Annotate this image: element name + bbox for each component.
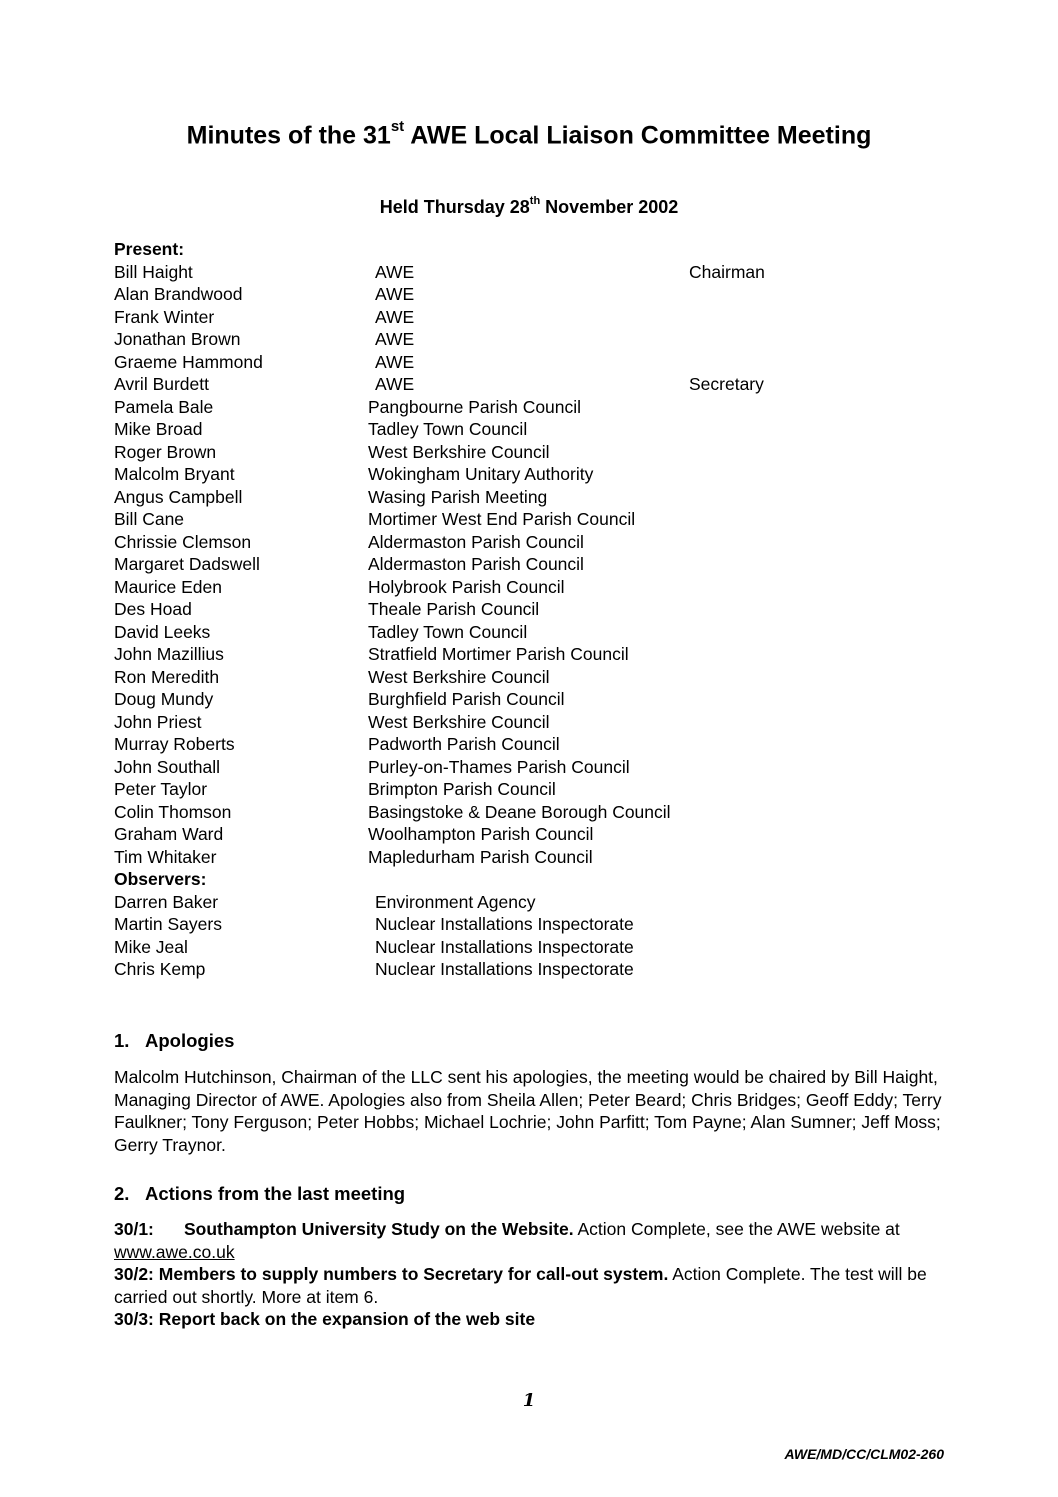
attendee-organisation: Padworth Parish Council	[368, 734, 560, 754]
attendee-row	[114, 823, 934, 846]
attendee-organisation: Environment Agency	[375, 891, 536, 912]
attendee-row	[114, 283, 934, 306]
attendee-name: David Leeks	[114, 621, 211, 642]
attendee-organisation: Aldermaston Parish Council	[368, 531, 584, 552]
attendee-name: Margaret Dadswell	[114, 554, 260, 574]
attendee-organisation: Mortimer West End Parish Council	[368, 509, 636, 529]
attendee-row	[114, 778, 934, 801]
attendee-row	[114, 441, 934, 464]
meeting-date	[0, 190, 1058, 220]
held-superscript: th	[529, 195, 541, 207]
attendee-organisation: Basingstoke & Deane Borough Council	[368, 801, 671, 822]
attendee-row	[114, 351, 934, 374]
attendee-name: Chrissie Clemson	[114, 531, 252, 552]
attendee-organisation: Purley-on-Thames Parish Council	[368, 756, 630, 777]
attendee-name: Jonathan Brown	[114, 329, 241, 349]
attendee-row	[114, 486, 934, 509]
attendee-row	[114, 418, 934, 441]
attendee-organisation: Burghfield Parish Council	[368, 689, 565, 709]
observer-row	[114, 913, 934, 936]
attendee-organisation: West Berkshire Council	[368, 711, 550, 732]
attendee-name: Tim Whitaker	[114, 846, 217, 867]
held-text-before: Held Thursday 28	[379, 197, 530, 217]
actions-list	[114, 1218, 944, 1331]
action-text: Action Complete, see the AWE website at	[573, 1219, 900, 1239]
observer-row	[114, 958, 934, 981]
attendee-role: Secretary	[689, 374, 764, 394]
section-number: 2.	[114, 1183, 130, 1204]
present-heading: Present:	[114, 239, 185, 259]
attendee-organisation: Nuclear Installations Inspectorate	[375, 936, 634, 957]
page-number: 1	[522, 1390, 536, 1411]
attendee-organisation: Brimpton Parish Council	[368, 779, 556, 799]
attendee-name: Peter Taylor	[114, 779, 208, 799]
attendee-organisation: AWE	[375, 261, 415, 282]
attendee-name: Angus Campbell	[114, 486, 243, 507]
attendee-row	[114, 463, 934, 486]
attendee-name: Graeme Hammond	[114, 351, 263, 372]
attendee-name: Bill Haight	[114, 261, 193, 282]
attendee-row	[114, 531, 934, 554]
attendee-organisation: Nuclear Installations Inspectorate	[375, 959, 634, 979]
action-id: 30/1:	[114, 1219, 154, 1239]
observers-heading-row	[114, 868, 934, 891]
attendee-name: Roger Brown	[114, 441, 217, 462]
attendee-organisation: AWE	[375, 351, 415, 372]
attendee-organisation: Stratfield Mortimer Parish Council	[368, 644, 629, 664]
section-actions-heading	[114, 1181, 405, 1207]
section-apologies-heading	[114, 1028, 234, 1054]
section-number: 1.	[114, 1030, 130, 1051]
attendee-organisation: Woolhampton Parish Council	[368, 824, 594, 844]
attendee-row	[114, 666, 934, 689]
attendee-name: Des Hoad	[114, 599, 192, 619]
attendee-name: John Southall	[114, 756, 221, 777]
attendee-row	[114, 711, 934, 734]
attendee-row	[114, 643, 934, 666]
attendee-organisation: Wasing Parish Meeting	[368, 486, 548, 507]
document-reference: AWE/MD/CC/CLM02-260	[784, 1446, 944, 1462]
attendee-role: Chairman	[689, 261, 765, 282]
attendee-name: Martin Sayers	[114, 914, 222, 934]
attendee-row	[114, 688, 934, 711]
action-id: 30/2:	[114, 1264, 154, 1284]
attendee-organisation: AWE	[375, 329, 415, 349]
attendee-organisation: Aldermaston Parish Council	[368, 554, 584, 574]
action-title: Members to supply numbers to Secretary for call-out system.	[158, 1264, 669, 1284]
section-title: Apologies	[145, 1030, 235, 1051]
observer-row	[114, 936, 934, 959]
attendee-name: Ron Meredith	[114, 666, 220, 687]
attendee-organisation: Holybrook Parish Council	[368, 576, 565, 597]
attendee-organisation: AWE	[375, 374, 415, 394]
action-item	[114, 1308, 944, 1331]
attendee-name: Graham Ward	[114, 824, 224, 844]
document-title	[0, 112, 1058, 153]
title-text-after: AWE Local Liaison Committee Meeting	[404, 121, 872, 150]
attendee-row	[114, 801, 934, 824]
action-id: 30/3:	[114, 1309, 154, 1329]
website-link[interactable]: www.awe.co.uk	[114, 1241, 235, 1262]
attendee-organisation: West Berkshire Council	[368, 666, 550, 687]
attendee-row	[114, 846, 934, 869]
action-item	[114, 1263, 944, 1308]
attendee-name: Avril Burdett	[114, 374, 209, 394]
section-title: Actions from the last meeting	[145, 1183, 406, 1204]
attendee-row	[114, 373, 934, 396]
attendee-row	[114, 756, 934, 779]
attendee-name: Pamela Bale	[114, 396, 214, 417]
held-text-after: November 2002	[540, 197, 679, 217]
action-item	[114, 1218, 944, 1263]
attendee-row	[114, 261, 934, 284]
attendee-row	[114, 553, 934, 576]
attendee-organisation: Wokingham Unitary Authority	[368, 464, 594, 484]
attendee-name: John Mazillius	[114, 644, 224, 664]
title-superscript: st	[390, 118, 405, 135]
attendee-organisation: West Berkshire Council	[368, 441, 550, 462]
attendee-row	[114, 508, 934, 531]
attendee-organisation: Tadley Town Council	[368, 419, 528, 439]
attendee-organisation: AWE	[375, 306, 415, 327]
attendee-organisation: Theale Parish Council	[368, 599, 540, 619]
attendee-organisation: Nuclear Installations Inspectorate	[375, 914, 634, 934]
action-text: Action Complete. The test will be carried out shortly. More at item 6.	[114, 1264, 927, 1307]
attendee-name: Alan Brandwood	[114, 284, 243, 304]
action-title: Report back on the expansion of the web site	[158, 1309, 536, 1329]
present-heading-row	[114, 238, 934, 261]
attendee-name: Colin Thomson	[114, 801, 232, 822]
attendee-name: Malcolm Bryant	[114, 464, 235, 484]
attendee-row	[114, 733, 934, 756]
attendee-organisation: Pangbourne Parish Council	[368, 396, 582, 417]
attendee-name: Bill Cane	[114, 509, 185, 529]
attendee-row	[114, 328, 934, 351]
attendee-row	[114, 576, 934, 599]
observers-heading: Observers:	[114, 869, 207, 889]
action-title: Southampton University Study on the Website.	[184, 1219, 574, 1239]
attendee-row	[114, 621, 934, 644]
attendee-organisation: Mapledurham Parish Council	[368, 846, 593, 867]
attendee-name: Maurice Eden	[114, 576, 222, 597]
attendee-row	[114, 306, 934, 329]
attendee-name: Mike Broad	[114, 419, 203, 439]
attendee-name: Chris Kemp	[114, 959, 206, 979]
attendee-name: Murray Roberts	[114, 734, 235, 754]
attendee-row	[114, 396, 934, 419]
attendee-name: Doug Mundy	[114, 689, 214, 709]
attendee-organisation: AWE	[375, 284, 415, 304]
attendee-name: Frank Winter	[114, 306, 215, 327]
title-text-before: Minutes of the 31	[186, 121, 391, 150]
apologies-paragraph: Malcolm Hutchinson, Chairman of the LLC sent his apologies, the meeting would be chaired by Bill Haight, Managing Director of AWE. Apologies also from Sheila Allen; Peter Beard; Chris Bridges; Geoff Eddy; Terry Faulkner; Tony Ferguson; Peter Hobbs; Michael Lochrie; John Parfitt; Tom Payne; Alan Sumner; Jeff Moss; Gerry Traynor.	[114, 1067, 942, 1155]
attendee-name: Mike Jeal	[114, 936, 188, 957]
observer-row	[114, 891, 934, 914]
attendee-list	[114, 238, 934, 981]
attendee-name: John Priest	[114, 711, 202, 732]
attendee-organisation: Tadley Town Council	[368, 621, 528, 642]
attendee-name: Darren Baker	[114, 891, 219, 912]
attendee-row	[114, 598, 934, 621]
